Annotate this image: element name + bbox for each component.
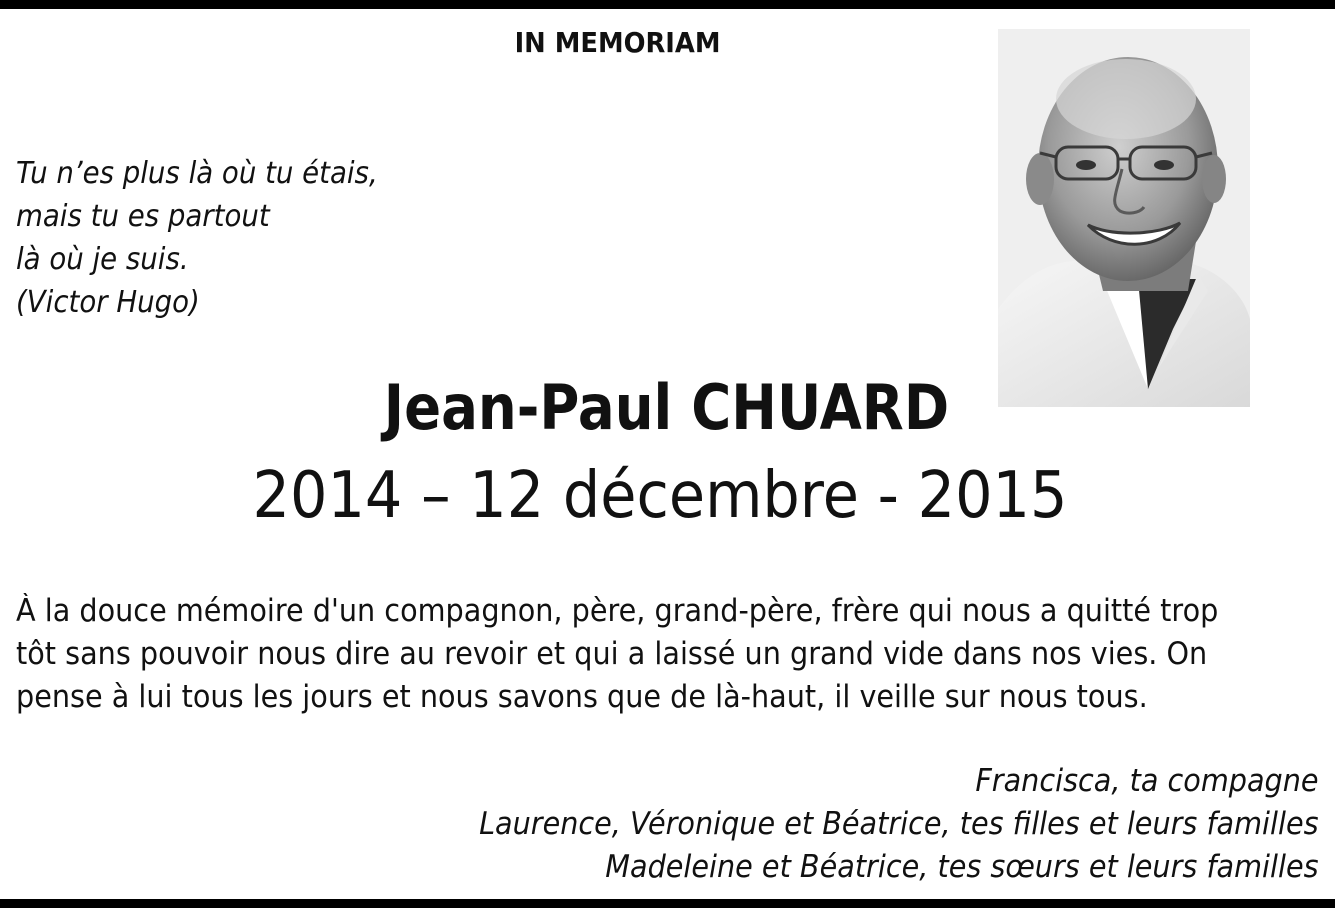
message-line: tôt sans pouvoir nous dire au revoir et qui a laissé un grand vide dans nos vies. On	[16, 636, 1208, 672]
quote-line: mais tu es partout	[16, 199, 270, 234]
signature-line: Laurence, Véronique et Béatrice, tes filles et leurs familles	[479, 806, 1319, 842]
signatures-block	[480, 760, 1319, 889]
memorial-message	[16, 590, 1311, 719]
portrait-photo	[998, 29, 1250, 407]
quote-block	[16, 152, 378, 324]
quote-line: Tu n’es plus là où tu étais,	[16, 156, 378, 191]
quote-attribution: (Victor Hugo)	[16, 285, 200, 320]
memorial-dates: 2014 – 12 décembre - 2015	[252, 459, 1068, 533]
top-rule	[0, 0, 1335, 9]
bottom-rule	[0, 899, 1335, 908]
signature-line: Francisca, ta compagne	[975, 763, 1319, 799]
deceased-name: Jean-Paul CHUARD	[383, 371, 950, 444]
quote-line: là où je suis.	[16, 242, 189, 277]
portrait-icon	[998, 29, 1250, 407]
notice-heading: IN MEMORIAM	[514, 26, 721, 59]
signature-line: Madeleine et Béatrice, tes sœurs et leurs familles	[605, 849, 1319, 885]
message-line: pense à lui tous les jours et nous savons que de là-haut, il veille sur nous tous.	[16, 679, 1148, 715]
message-line: À la douce mémoire d'un compagnon, père, grand-père, frère qui nous a quitté trop	[16, 593, 1219, 629]
